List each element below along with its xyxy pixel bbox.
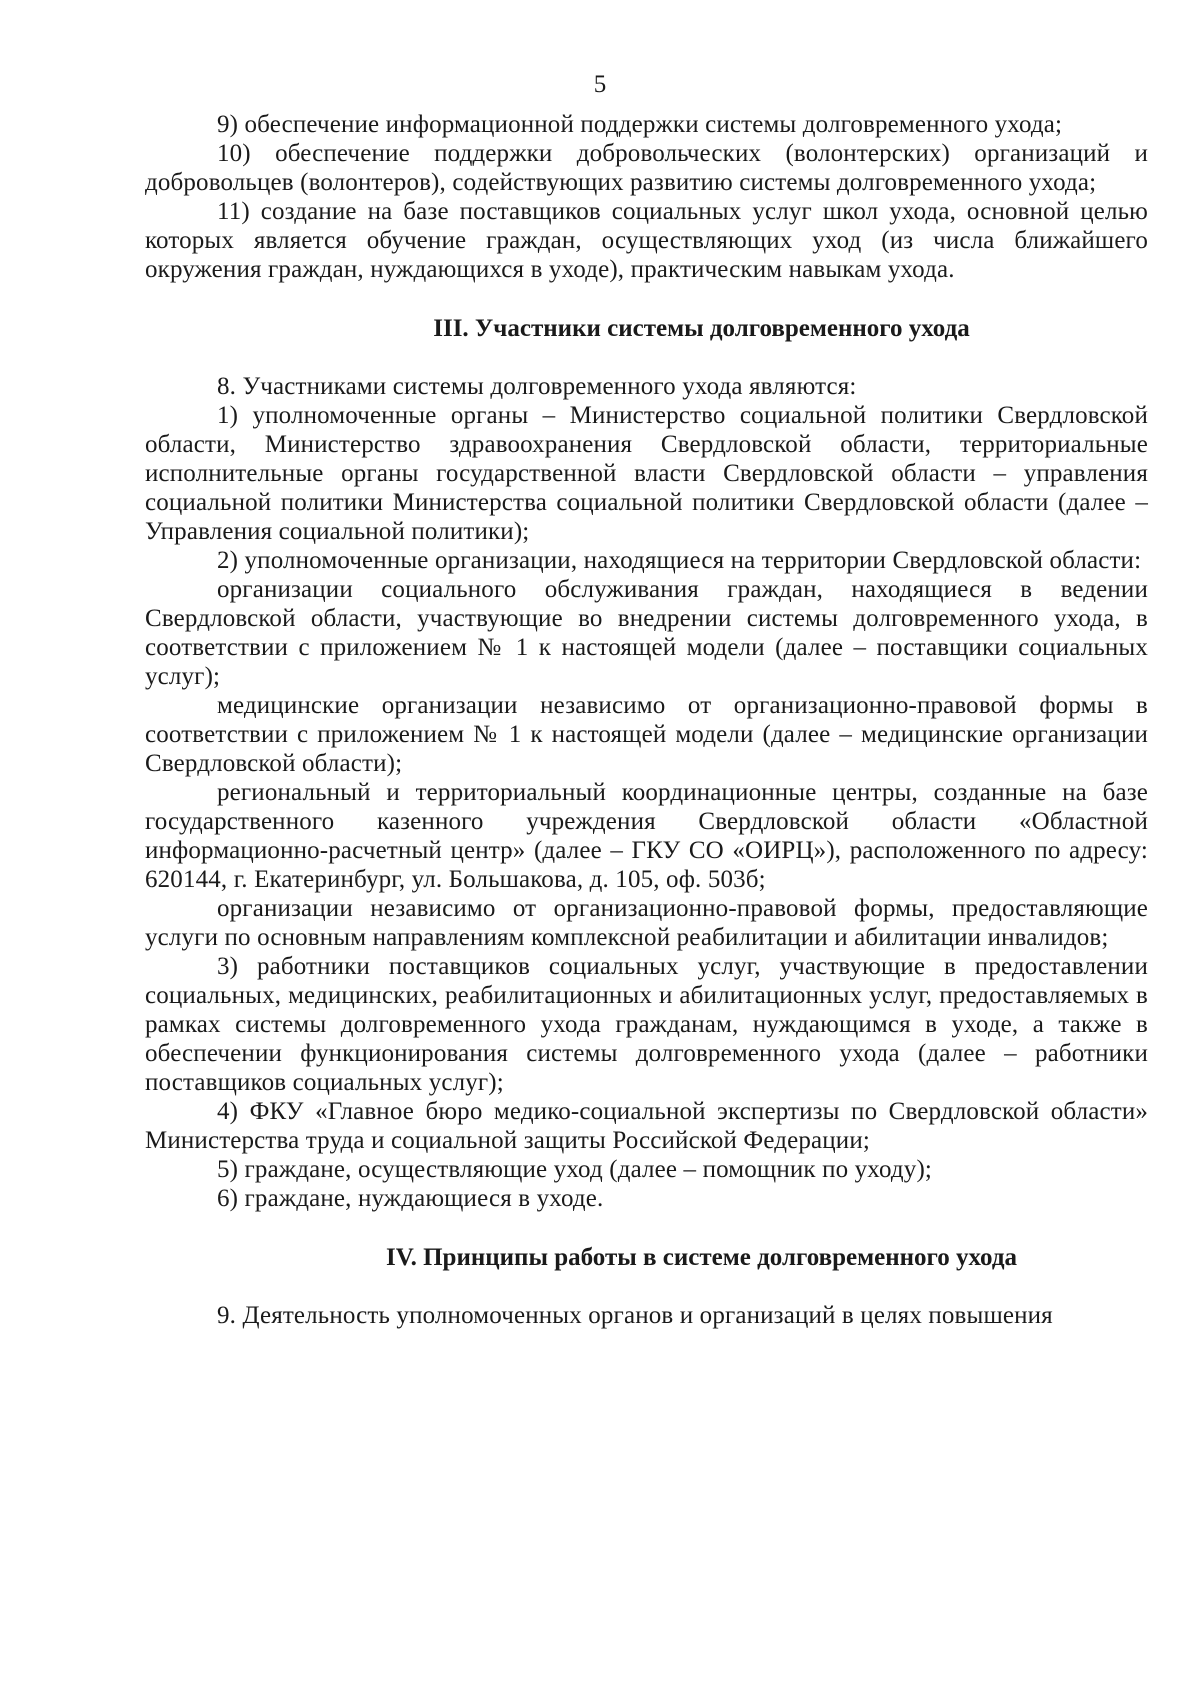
participant-item-6: 6) граждане, нуждающиеся в уходе. — [217, 1185, 604, 1212]
participant-item-4: 4) ФКУ «Главное бюро медико-социальной экспертизы по Свердловской области» Министерства труда и социальной защиты Российской Федерации; — [145, 1098, 1148, 1154]
participant-subitem-rehab-orgs: организации независимо от организационно-правовой формы, предоставляющие услуги по основным направлениям комплексной реабилитации и абилитации инвалидов; — [145, 895, 1148, 951]
document-body — [145, 110, 1148, 1330]
section-heading-participants: III. Участники системы долговременного ухода — [433, 315, 970, 342]
participant-subitem-social-orgs: организации социального обслуживания граждан, находящиеся в ведении Свердловской области, участвующие во внедрении системы долговременного ухода, в соответствии с приложением № 1 к настоящей модели (далее – поставщики социальных услуг); — [145, 576, 1148, 690]
list-item-10: 10) обеспечение поддержки добровольческих (волонтерских) организаций и добровольцев (волонтеров), содействующих развитию системы долговременного ухода; — [145, 140, 1148, 196]
participant-item-2: 2) уполномоченные организации, находящиеся на территории Свердловской области: — [217, 547, 1142, 574]
list-continuation — [145, 110, 1148, 284]
participant-subitem-medical-orgs: медицинские организации независимо от организационно-правовой формы в соответствии с приложением № 1 к настоящей модели (далее – медицинские организации Свердловской области); — [145, 692, 1148, 777]
participant-subitem-coordination-centers: региональный и территориальный координационные центры, созданные на базе государственного казенного учреждения Свердловской области «Областной информационно-расчетный центр» (далее – ГКУ СО «ОИРЦ»), расположенного по адресу: 620144, г. Екатеринбург, ул. Большакова, д. 105, оф. 503б; — [145, 779, 1148, 893]
section-principles — [145, 1301, 1148, 1330]
participant-item-1: 1) уполномоченные органы – Министерство социальной политики Свердловской области, Министерство здравоохранения Свердловской области, территориальные исполнительные органы государственной власти Свердловской области – управления социальной политики Министерства социальной политики Свердловской области (далее – Управления социальной политики); — [145, 402, 1148, 545]
list-item-9: 9) обеспечение информационной поддержки системы долговременного ухода; — [217, 111, 1063, 138]
participant-item-3: 3) работники поставщиков социальных услуг, участвующие в предоставлении социальных, медицинских, реабилитационных и абилитационных услуг, предоставляемых в рамках системы долговременного ухода гражданам, нуждающимся в уходе, а также в обеспечении функционирования системы долговременного ухода (далее – работники поставщиков социальных услуг); — [145, 953, 1148, 1096]
participant-item-5: 5) граждане, осуществляющие уход (далее – помощник по уходу); — [217, 1156, 933, 1183]
paragraph-9: 9. Деятельность уполномоченных органов и организаций в целях повышения — [217, 1302, 1053, 1329]
list-item-11: 11) создание на базе поставщиков социальных услуг школ ухода, основной целью которых является обучение граждан, осуществляющих уход (из числа ближайшего окружения граждан, нуждающихся в уходе), практическим навыкам ухода. — [145, 198, 1148, 283]
section-participants — [145, 372, 1148, 1213]
paragraph-8: 8. Участниками системы долговременного ухода являются: — [217, 373, 857, 400]
page-number: 5 — [593, 71, 607, 98]
section-heading-principles: IV. Принципы работы в системе долговременного ухода — [386, 1244, 1017, 1271]
